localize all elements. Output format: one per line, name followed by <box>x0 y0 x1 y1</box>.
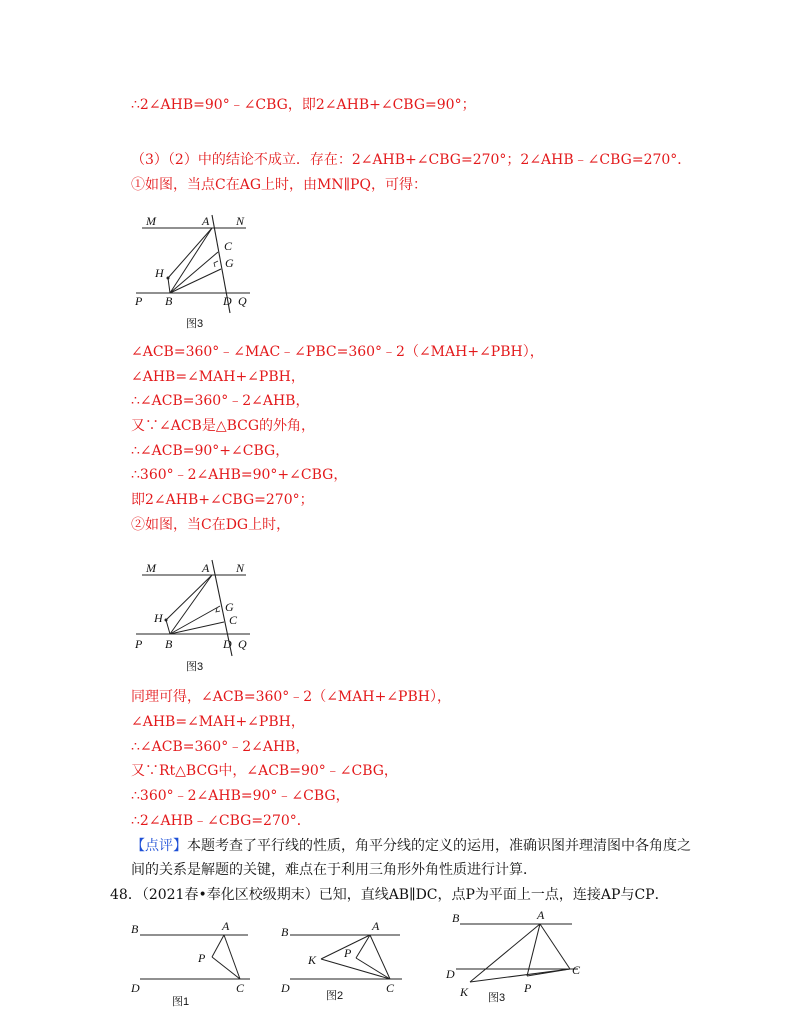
label-k: K <box>308 953 317 967</box>
comment-text: 本题考查了平行线的性质，角平分线的定义的运用，准确识图并理清图中各角度之 <box>187 838 691 854</box>
solution-line: ②如图，当C在DG上时， <box>131 517 291 533</box>
label-a: A <box>372 919 380 933</box>
question-48: 48．（2021春•奉化区校级期末）已知，直线AB∥DC，点P为平面上一点，连接AP与CP． <box>110 887 669 903</box>
label-a: A <box>222 919 230 933</box>
question-figure-3 <box>440 906 600 1034</box>
label-k: K <box>460 985 469 999</box>
solution-line: ∴2∠AHB=90°﹣∠CBG，即2∠AHB+∠CBG=90°； <box>131 97 476 113</box>
figure-caption: 图3 <box>488 992 506 1004</box>
solution-line: 即2∠AHB+∠CBG=270°； <box>131 492 314 508</box>
solution-line: ∴∠ACB=360°﹣2∠AHB， <box>131 739 310 755</box>
solution-line: ∴∠ACB=90°+∠CBG， <box>131 443 290 459</box>
solution-line: （3）（2）中的结论不成立．存在：2∠AHB+∠CBG=270°；2∠AHB﹣∠CBG=270°． <box>131 152 692 168</box>
label-q: Q <box>238 294 247 308</box>
label-c: C <box>572 963 581 977</box>
label-p: P <box>524 981 532 995</box>
label-a: A <box>537 908 545 922</box>
label-d: D <box>446 967 455 981</box>
label-b: B <box>281 925 289 939</box>
question-figure-1 <box>128 912 263 1032</box>
label-b: B <box>165 637 173 651</box>
label-a: A <box>202 214 210 228</box>
figure-caption: 图1 <box>172 996 190 1008</box>
comment-line: 间的关系是解题的关键，难点在于利用三角形外角性质进行计算． <box>131 862 537 878</box>
label-p: P <box>344 946 352 960</box>
figure-caption: 图2 <box>326 990 344 1002</box>
label-c: C <box>224 239 233 253</box>
label-c: C <box>236 981 245 995</box>
label-b: B <box>131 922 139 936</box>
label-p: P <box>135 637 143 651</box>
solution-line: 同理可得，∠ACB=360°﹣2（∠MAH+∠PBH）， <box>131 689 451 705</box>
solution-line: ∴360°﹣2∠AHB=90°﹣∠CBG， <box>131 788 350 804</box>
solution-line: 又∵Rt△BCG中，∠ACB=90°﹣∠CBG， <box>131 763 398 779</box>
geometry-figure-b <box>128 550 278 680</box>
solution-line: ∠AHB=∠MAH+∠PBH， <box>131 714 305 730</box>
figure-caption: 图3 <box>186 318 204 330</box>
label-c: C <box>386 981 395 995</box>
label-d: D <box>281 981 290 995</box>
label-n: N <box>236 561 245 575</box>
label-m: M <box>146 214 156 228</box>
label-q: Q <box>238 637 247 651</box>
label-n: N <box>236 214 245 228</box>
label-p: P <box>198 951 206 965</box>
comment-line <box>131 837 691 855</box>
solution-line: ∴2∠AHB﹣∠CBG=270°． <box>131 813 311 829</box>
label-a: A <box>202 561 210 575</box>
geometry-figure-a <box>128 205 278 335</box>
label-c: C <box>229 613 238 627</box>
label-b: B <box>452 911 460 925</box>
solution-line: ∠AHB=∠MAH+∠PBH， <box>131 369 305 385</box>
label-g: G <box>225 600 234 614</box>
label-m: M <box>146 561 156 575</box>
label-h: H <box>155 266 164 280</box>
solution-line: ∠ACB=360°﹣∠MAC﹣∠PBC=360°﹣2（∠MAH+∠PBH）， <box>131 344 544 360</box>
label-d: D <box>131 981 140 995</box>
label-d: D <box>223 637 232 651</box>
label-h: H <box>154 611 163 625</box>
solution-line: ∴360°﹣2∠AHB=90°+∠CBG， <box>131 467 348 483</box>
solution-line: 又∵∠ACB是△BCG的外角， <box>131 418 316 434</box>
label-b: B <box>165 294 173 308</box>
solution-line: ∴∠ACB=360°﹣2∠AHB， <box>131 393 310 409</box>
label-d: D <box>223 294 232 308</box>
comment-tag: 【点评】 <box>131 838 187 854</box>
figure-caption: 图3 <box>186 661 204 673</box>
label-g: G <box>225 256 234 270</box>
label-p: P <box>135 294 143 308</box>
question-figure-2 <box>278 912 413 1032</box>
solution-line: ①如图，当点C在AG上时，由MN∥PQ，可得： <box>131 177 427 193</box>
